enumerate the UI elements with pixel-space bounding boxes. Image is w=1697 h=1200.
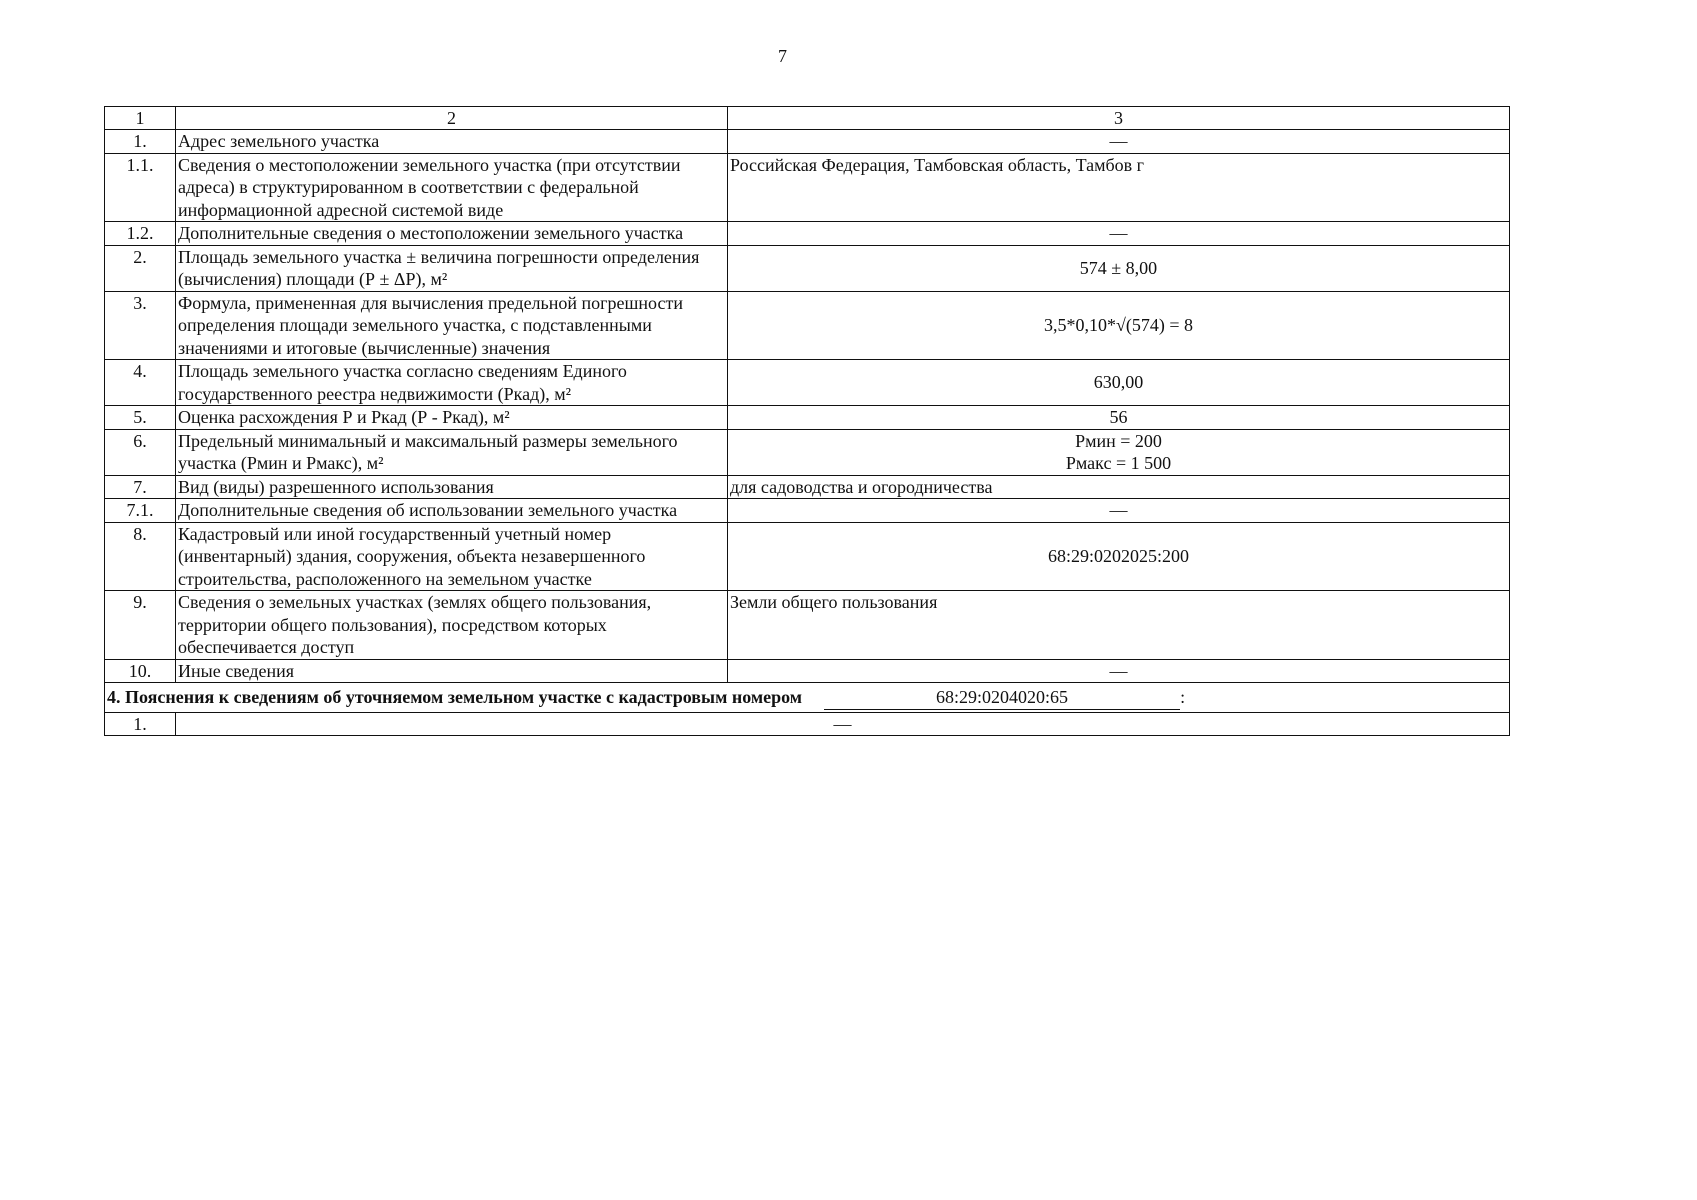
table-row — [105, 712, 1510, 736]
column-header: 3 — [728, 107, 1510, 130]
table-row — [105, 591, 1510, 660]
row-number: 5. — [105, 406, 176, 430]
row-number: 1.1. — [105, 153, 176, 222]
table-row — [105, 153, 1510, 222]
row-number: 1. — [105, 712, 176, 736]
land-plot-info-table — [104, 106, 1510, 736]
row-label: Кадастровый или иной государственный учетный номер (инвентарный) здания, сооружения, объекта незавершенного строительства, расположенного на земельном участке — [176, 522, 728, 591]
row-value: 630,00 — [728, 360, 1510, 406]
row-label: Площадь земельного участка согласно сведениям Единого государственного реестра недвижимости (Ркад), м² — [176, 360, 728, 406]
table-row — [105, 291, 1510, 360]
section-4-title: 4. Пояснения к сведениям об уточняемом земельном участке с кадастровым номером — [107, 687, 803, 707]
row-number: 8. — [105, 522, 176, 591]
row-value: для садоводства и огородничества — [728, 475, 1510, 499]
row-label: Оценка расхождения Р и Ркад (Р - Ркад), м² — [176, 406, 728, 430]
row-value: — — [728, 130, 1510, 154]
section-4-heading-row — [105, 683, 1510, 713]
row-label: Дополнительные сведения о местоположении земельного участка — [176, 222, 728, 246]
min-size-value: Рмин = 200 — [1075, 430, 1162, 451]
row-number: 7. — [105, 475, 176, 499]
table-row — [105, 499, 1510, 523]
row-value: Российская Федерация, Тамбовская область, Тамбов г — [728, 153, 1510, 222]
row-number: 1. — [105, 130, 176, 154]
row-label: Сведения о земельных участках (землях общего пользования, территории общего пользования), посредством которых обеспечивается доступ — [176, 591, 728, 660]
row-number: 3. — [105, 291, 176, 360]
row-label: Иные сведения — [176, 659, 728, 683]
row-value: 68:29:0202025:200 — [728, 522, 1510, 591]
row-label: Дополнительные сведения об использовании земельного участка — [176, 499, 728, 523]
table-row — [105, 429, 1510, 475]
table-row — [105, 245, 1510, 291]
row-value: — — [728, 499, 1510, 523]
row-number: 2. — [105, 245, 176, 291]
table-row — [105, 360, 1510, 406]
table-row — [105, 222, 1510, 246]
section-4-colon: : — [1180, 687, 1186, 707]
table-header-row — [105, 107, 1510, 130]
row-number: 9. — [105, 591, 176, 660]
row-number: 1.2. — [105, 222, 176, 246]
table-row — [105, 130, 1510, 154]
max-size-value: Рмакс = 1 500 — [1065, 453, 1172, 473]
table-row — [105, 475, 1510, 499]
row-value: — — [728, 659, 1510, 683]
row-value: 574 ± 8,00 — [728, 245, 1510, 291]
row-number: 10. — [105, 659, 176, 683]
row-label: Сведения о местоположении земельного участка (при отсутствии адреса) в структурированном в соответствии с федеральной информационной адресной системой виде — [176, 153, 728, 222]
cadastral-number: 68:29:0204020:65 — [824, 686, 1180, 710]
section-4-heading — [105, 683, 1510, 713]
row-label: Формула, примененная для вычисления предельной погрешности определения площади земельного участка, с подставленными значениями и итоговые (вычисленные) значения — [176, 291, 728, 360]
row-value: 56 — [728, 406, 1510, 430]
table-row — [105, 406, 1510, 430]
page-number: 7 — [778, 46, 787, 66]
row-value: 3,5*0,10*√(574) = 8 — [728, 291, 1510, 360]
row-number: 7.1. — [105, 499, 176, 523]
table-row — [105, 522, 1510, 591]
row-label: Вид (виды) разрешенного использования — [176, 475, 728, 499]
column-header: 2 — [176, 107, 728, 130]
row-value — [728, 429, 1510, 475]
row-value: Земли общего пользования — [728, 591, 1510, 660]
row-value: — — [176, 712, 1510, 736]
row-value: — — [728, 222, 1510, 246]
column-header: 1 — [105, 107, 176, 130]
row-number: 4. — [105, 360, 176, 406]
table-row — [105, 659, 1510, 683]
row-label: Предельный минимальный и максимальный размеры земельного участка (Рмин и Рмакс), м² — [176, 429, 728, 475]
row-label: Адрес земельного участка — [176, 130, 728, 154]
row-number: 6. — [105, 429, 176, 475]
row-label: Площадь земельного участка ± величина погрешности определения (вычисления) площади (Р ± ΔР), м² — [176, 245, 728, 291]
